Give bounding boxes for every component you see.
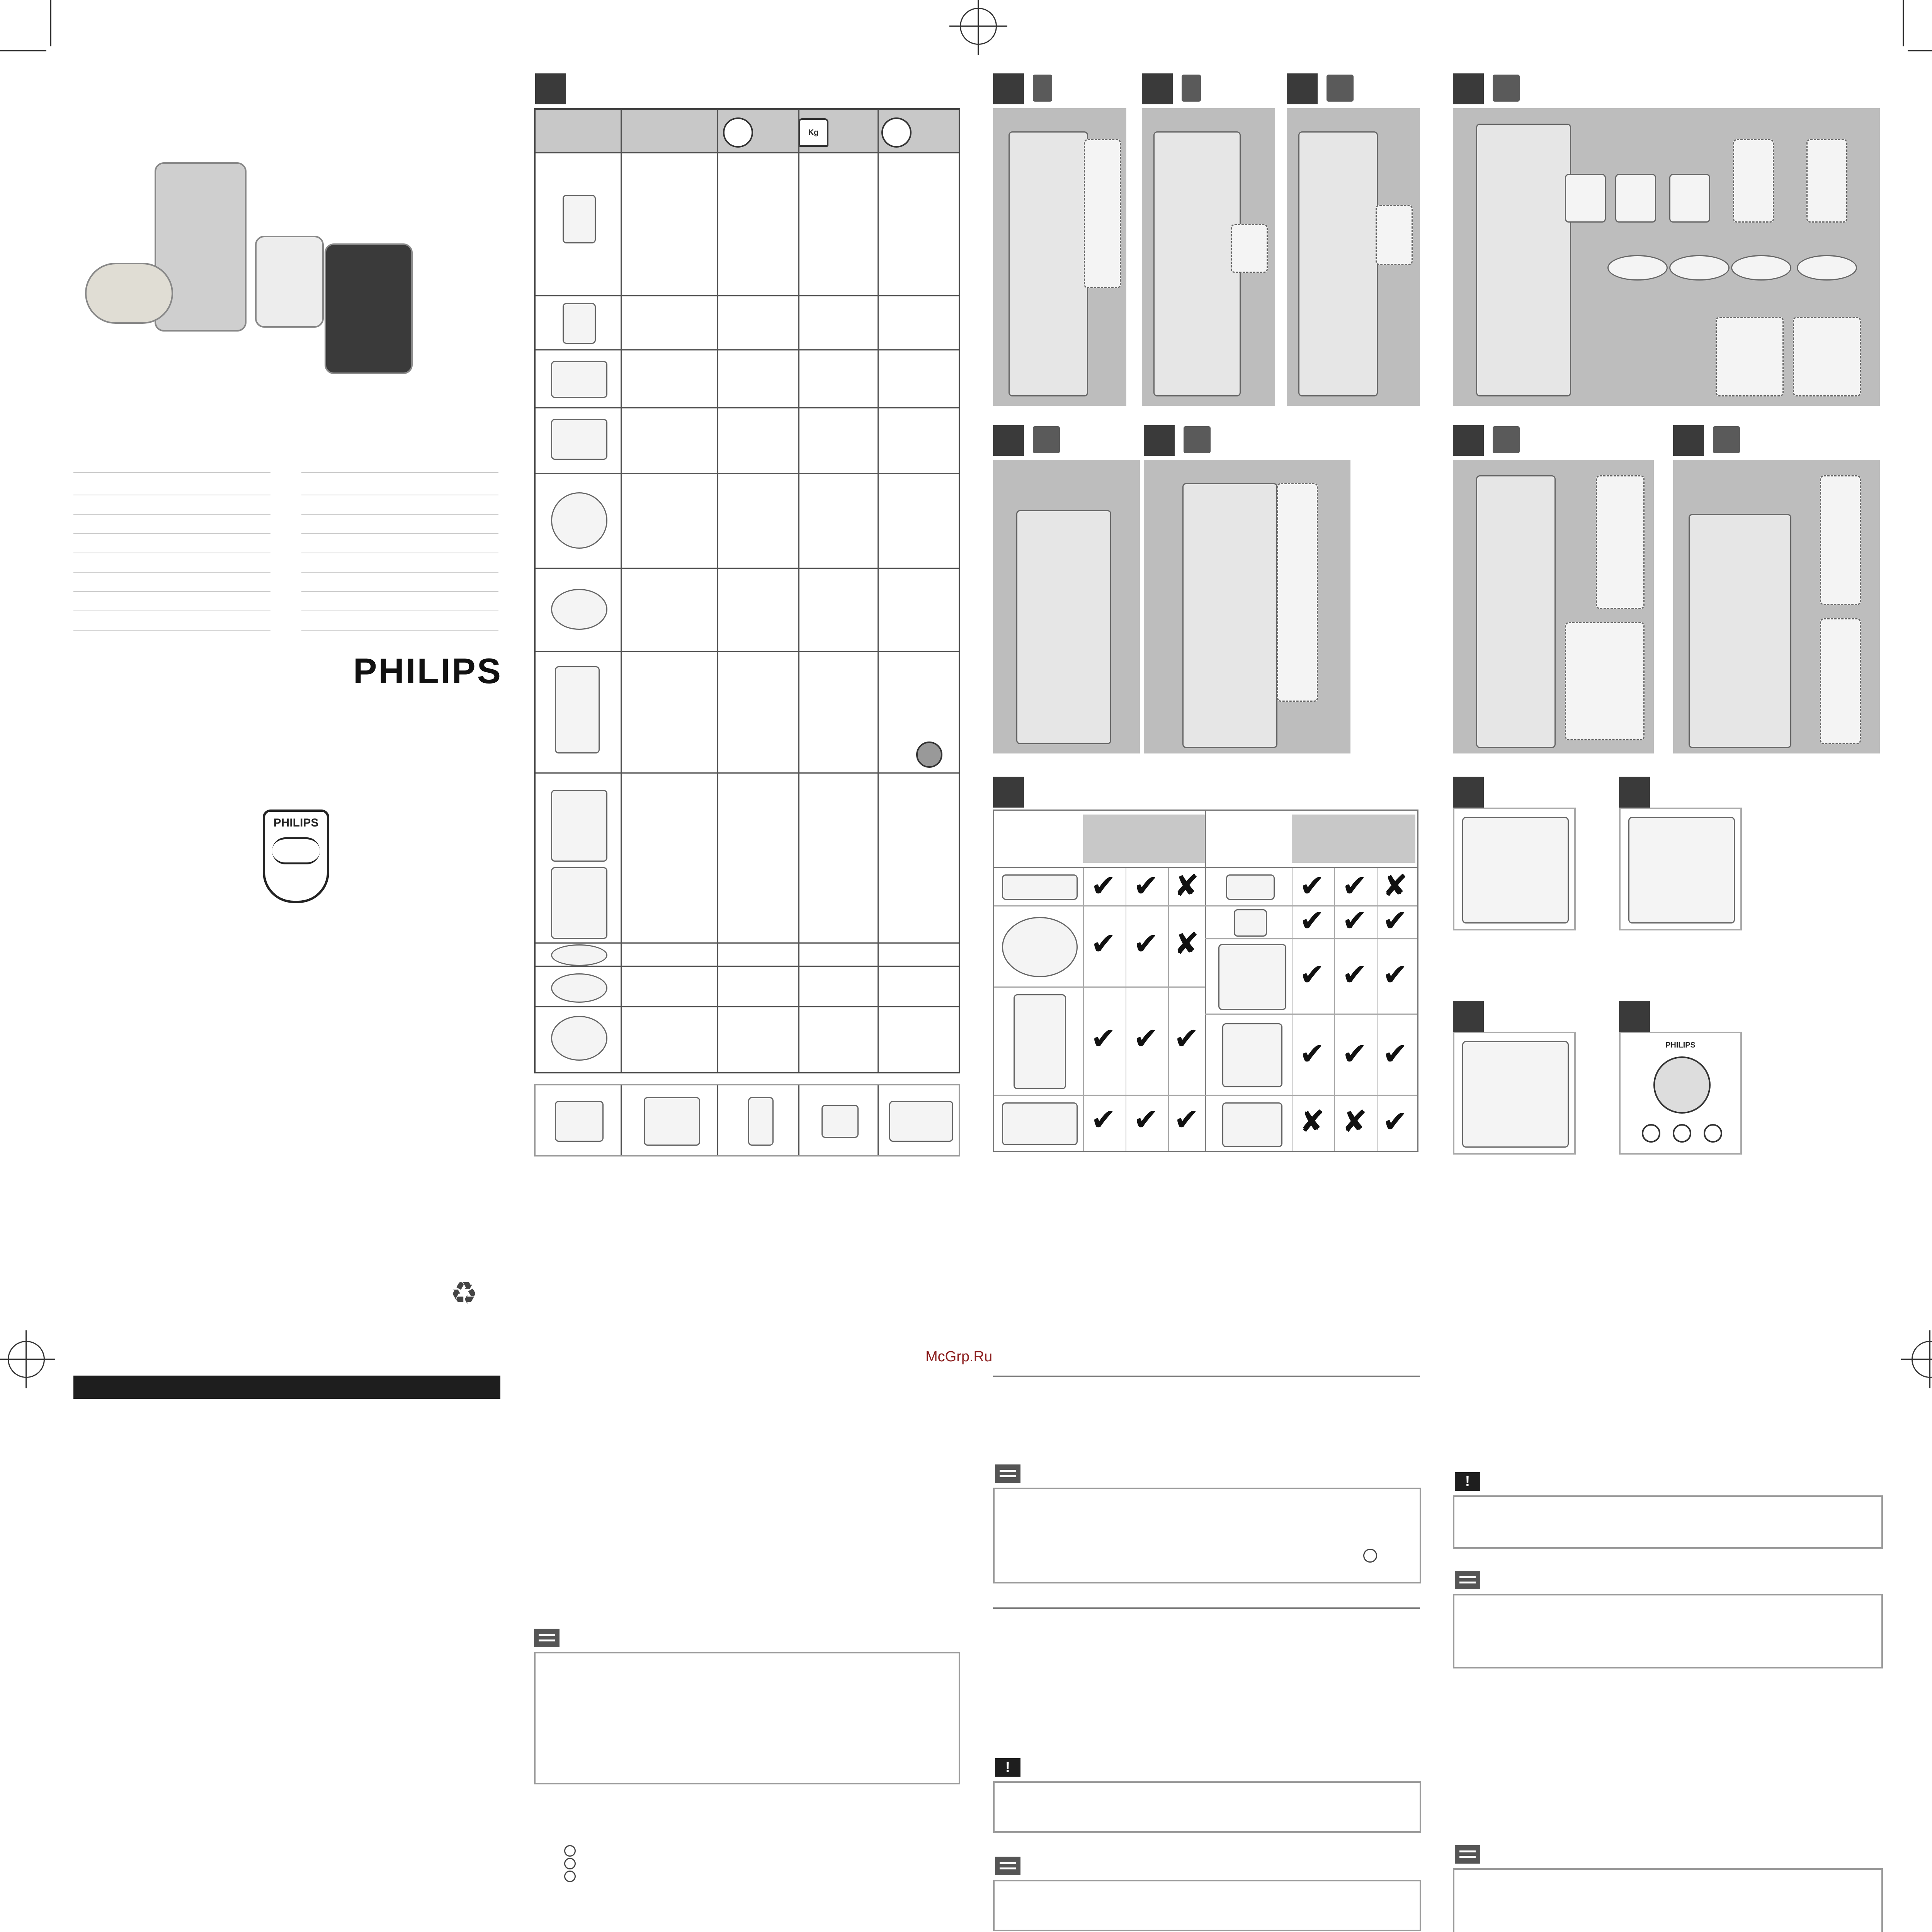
cover-line bbox=[301, 514, 498, 515]
strip-divider bbox=[798, 1085, 799, 1155]
cleaning-row-line bbox=[994, 986, 1205, 988]
table-row-divider bbox=[536, 942, 959, 944]
juicer-assembly-illustration bbox=[1476, 475, 1556, 748]
note-box bbox=[993, 1880, 1421, 1931]
blender-assembly-illustration bbox=[1689, 514, 1791, 748]
registration-target-left bbox=[8, 1341, 45, 1378]
auto-button-icon bbox=[1704, 1124, 1722, 1143]
step-header-k bbox=[1619, 777, 1650, 808]
assembly-panel-kneading bbox=[1287, 108, 1420, 406]
food-items-illustration bbox=[1806, 139, 1847, 223]
cleaning-mark: ✔ bbox=[1091, 1021, 1116, 1056]
bowl-with-food-illustration bbox=[1628, 817, 1735, 923]
speed-symbol-icon bbox=[1363, 1549, 1377, 1563]
strip-divider bbox=[621, 1085, 622, 1155]
cover-line bbox=[73, 572, 270, 573]
crop-mark-top-left bbox=[50, 0, 51, 46]
cover-line bbox=[301, 630, 498, 631]
cleaning-mark: ✔ bbox=[1133, 1021, 1159, 1056]
dishwasher-icon bbox=[1126, 815, 1168, 863]
food-items-illustration bbox=[1669, 174, 1710, 223]
cover-line bbox=[73, 472, 270, 473]
cleaning-mark: ✔ bbox=[1091, 1102, 1116, 1137]
note-box bbox=[1453, 1868, 1883, 1932]
kneading-accessory-icon bbox=[551, 361, 607, 398]
step-header-i bbox=[1673, 425, 1704, 456]
cover-black-bar bbox=[73, 1376, 500, 1399]
bowl-assembly-icon bbox=[644, 1097, 700, 1146]
important-box bbox=[993, 1781, 1421, 1833]
juicer-illustration bbox=[325, 243, 413, 374]
registration-target-right bbox=[1912, 1341, 1932, 1378]
disc-holder-illustration bbox=[1716, 317, 1784, 396]
control-knob-illustration bbox=[1653, 1056, 1711, 1114]
cover-line bbox=[301, 572, 498, 573]
accessories-storage-strip bbox=[534, 1084, 960, 1156]
cleaning-mark: ✔ bbox=[1383, 903, 1408, 938]
section-cleaning-header bbox=[993, 777, 1024, 808]
table-row-divider bbox=[536, 152, 959, 153]
juicer-parts-illustration bbox=[1565, 622, 1645, 740]
fruits-illustration bbox=[1596, 475, 1645, 609]
cleaning-mark: ✔ bbox=[1091, 869, 1116, 903]
storage-box-icon bbox=[889, 1101, 953, 1142]
fruits-list-illustration bbox=[1277, 483, 1318, 702]
cover-line bbox=[73, 514, 270, 515]
shield-brand-text: PHILIPS bbox=[273, 816, 319, 829]
storage-box-illustration bbox=[1462, 1041, 1569, 1148]
important-icon: ! bbox=[995, 1758, 1020, 1777]
note-box bbox=[993, 1488, 1421, 1583]
table-col-divider bbox=[798, 110, 799, 1072]
speed-symbol-icon bbox=[564, 1871, 576, 1882]
french-fry-disc-icon bbox=[551, 973, 607, 1003]
step-f-icon bbox=[1182, 425, 1212, 454]
crop-mark-top-right bbox=[1903, 0, 1904, 46]
table-row-divider bbox=[536, 295, 959, 296]
disc-holder-illustration bbox=[1793, 317, 1861, 396]
assembly-panel-disc bbox=[1144, 460, 1350, 753]
cover-line bbox=[301, 591, 498, 592]
ingredients-illustration bbox=[1820, 618, 1861, 744]
cleaning-row-line bbox=[1205, 1095, 1417, 1096]
cover-line bbox=[73, 630, 270, 631]
accessory-icon bbox=[1014, 994, 1066, 1089]
table-col-divider bbox=[878, 110, 879, 1072]
shredding-disc-icon bbox=[551, 589, 607, 630]
disc-illustration bbox=[1797, 255, 1857, 281]
accessory-icon bbox=[1218, 944, 1286, 1010]
plug-illustration bbox=[1462, 817, 1569, 923]
pulse-button-icon bbox=[1642, 1124, 1660, 1143]
beater-icon bbox=[563, 303, 596, 344]
cleaning-divider bbox=[1205, 811, 1206, 1151]
usage-table bbox=[534, 108, 960, 1073]
accessory-icon bbox=[1002, 874, 1078, 900]
step-header-d bbox=[1287, 73, 1318, 104]
control-dial-panel bbox=[1619, 1032, 1742, 1155]
food-processor-assembly-illustration bbox=[1298, 131, 1378, 396]
cleaning-mark: ✔ bbox=[1133, 869, 1159, 903]
food-processor-assembly-illustration bbox=[1009, 131, 1088, 396]
shield-waves bbox=[272, 837, 320, 864]
speed-symbol-icon bbox=[564, 1845, 576, 1857]
cleaning-mark: ✔ bbox=[1133, 1102, 1159, 1137]
step-d-icon bbox=[1325, 73, 1355, 103]
step-header-e bbox=[993, 425, 1024, 456]
cleaning-row-line bbox=[994, 867, 1417, 868]
registration-target-top bbox=[960, 8, 997, 45]
watermark-text: McGrp.Ru bbox=[925, 1349, 993, 1365]
step-header-l bbox=[1453, 1001, 1484, 1032]
juicer-icon bbox=[551, 790, 607, 862]
cleaning-mark: ✔ bbox=[1133, 927, 1159, 961]
step-header-h bbox=[1453, 425, 1484, 456]
assembly-panel-blender bbox=[1673, 460, 1880, 753]
dishwasher-icon bbox=[1334, 815, 1377, 863]
cover-line bbox=[73, 591, 270, 592]
cleaning-row-line bbox=[1205, 938, 1417, 939]
cleaning-mark: ✔ bbox=[1342, 1037, 1367, 1071]
cleaning-mark: ✔ bbox=[1342, 869, 1367, 903]
blender-jar-icon bbox=[555, 666, 600, 753]
step-g-icon bbox=[1492, 73, 1521, 103]
cleaning-divider bbox=[1083, 867, 1084, 1151]
pulse-speed-icon bbox=[916, 742, 942, 768]
cleaning-divider bbox=[1292, 867, 1293, 1151]
crop-mark-top-left-h bbox=[0, 50, 46, 51]
cleaning-mark: ✔ bbox=[1174, 1021, 1199, 1056]
table-row-divider bbox=[536, 407, 959, 408]
step-e-icon bbox=[1032, 425, 1061, 454]
food-items-illustration bbox=[1615, 174, 1656, 223]
cleaning-divider bbox=[1334, 867, 1335, 1151]
dough-illustration bbox=[1376, 205, 1413, 265]
recycle-icon: ♻ bbox=[450, 1275, 478, 1311]
step-b-icon bbox=[1032, 73, 1053, 103]
table-row-divider bbox=[536, 772, 959, 774]
accessory-icon bbox=[1002, 917, 1078, 977]
table-row-divider bbox=[536, 651, 959, 652]
cleaning-mark: ✔ bbox=[1342, 957, 1367, 992]
step-c-icon bbox=[1180, 73, 1202, 103]
table-row-divider bbox=[536, 1006, 959, 1007]
citrus-press-icon bbox=[551, 419, 607, 460]
timer-icon bbox=[723, 117, 753, 148]
speed-symbol-icon bbox=[564, 1858, 576, 1869]
cleaning-mark: ✘ bbox=[1383, 869, 1408, 903]
table-col-divider bbox=[621, 110, 622, 1072]
blender-jar-illustration bbox=[255, 236, 324, 328]
step-header-j bbox=[1453, 777, 1484, 808]
tap-icon bbox=[1083, 815, 1126, 863]
cleaning-mark: ✘ bbox=[1299, 1104, 1325, 1139]
table-row-divider bbox=[536, 966, 959, 967]
food-items-illustration bbox=[1733, 139, 1774, 223]
strip-divider bbox=[717, 1085, 718, 1155]
cleaning-divider bbox=[1168, 867, 1169, 1151]
assembly-panel-citrus bbox=[993, 460, 1140, 753]
disc-illustration bbox=[1669, 255, 1730, 281]
note-icon bbox=[1455, 1845, 1480, 1864]
food-processor-assembly-illustration bbox=[1153, 131, 1241, 396]
tap-icon bbox=[1292, 815, 1334, 863]
cleaning-mark: ✘ bbox=[1342, 1104, 1367, 1139]
speed-icon bbox=[881, 117, 912, 148]
assembly-panel-discs bbox=[1453, 108, 1880, 406]
bowl-illustration bbox=[85, 263, 173, 324]
accessory-icon bbox=[1002, 1102, 1078, 1145]
note-icon bbox=[1455, 1571, 1480, 1589]
cleaning-row-line bbox=[994, 905, 1205, 906]
important-box bbox=[1453, 1495, 1883, 1549]
note-box bbox=[534, 1652, 960, 1784]
disc-illustration bbox=[1607, 255, 1668, 281]
step-header-c bbox=[1142, 73, 1173, 104]
food-list-illustration bbox=[1084, 139, 1121, 288]
cleaning-mark: ✔ bbox=[1299, 903, 1325, 938]
cleaning-mark: ✔ bbox=[1383, 1037, 1408, 1071]
disc-food-processor-illustration bbox=[1476, 124, 1571, 396]
cover-product-photo bbox=[73, 131, 421, 379]
table-row-divider bbox=[536, 473, 959, 474]
accessory-icon bbox=[1226, 874, 1275, 900]
crop-mark-top-right-h bbox=[1908, 50, 1932, 51]
cleaning-mark: ✘ bbox=[1174, 927, 1199, 961]
step-header-b bbox=[993, 73, 1024, 104]
assembly-panel-beater bbox=[1142, 108, 1275, 406]
accessory-icon bbox=[1222, 1023, 1282, 1087]
bowl-panel bbox=[1619, 808, 1742, 930]
food-items-illustration bbox=[1565, 174, 1606, 223]
citrus-press-assembly-illustration bbox=[1016, 510, 1111, 744]
note-icon bbox=[995, 1464, 1020, 1483]
step-h-icon bbox=[1492, 425, 1521, 454]
table-row-divider bbox=[536, 349, 959, 350]
cleaning-mark: ✔ bbox=[1299, 1037, 1325, 1071]
accessory-icon bbox=[1234, 909, 1267, 937]
cleaning-mark: ✘ bbox=[1174, 869, 1199, 903]
cover-line bbox=[301, 533, 498, 534]
note-icon bbox=[995, 1857, 1020, 1875]
section-a-header bbox=[535, 73, 566, 104]
centrifugal-juicer-icon bbox=[551, 867, 607, 939]
emulsifying-disc-icon bbox=[551, 1016, 607, 1061]
pusher-icon bbox=[748, 1097, 774, 1146]
cleaning-mark: ✔ bbox=[1342, 903, 1367, 938]
step-header-f bbox=[1144, 425, 1175, 456]
accessory-icon bbox=[1222, 1102, 1282, 1147]
cleaning-mark: ✔ bbox=[1299, 957, 1325, 992]
grating-disc-icon bbox=[551, 944, 607, 966]
table-row-divider bbox=[536, 568, 959, 569]
section-rule bbox=[993, 1376, 1420, 1377]
assembly-panel-chopping bbox=[993, 108, 1126, 406]
cleaning-mark: ✔ bbox=[1091, 927, 1116, 961]
step-i-icon bbox=[1712, 425, 1741, 454]
spatula-icon bbox=[821, 1105, 859, 1138]
important-icon: ! bbox=[1455, 1472, 1480, 1491]
step-header-m bbox=[1619, 1001, 1650, 1032]
chopping-blade-icon bbox=[563, 195, 596, 243]
storage-panel bbox=[1453, 1032, 1576, 1155]
cleaning-mark: ✔ bbox=[1299, 869, 1325, 903]
cleaning-divider bbox=[1377, 867, 1378, 1151]
philips-shield-logo bbox=[263, 810, 329, 903]
cloth-icon bbox=[1168, 815, 1205, 863]
note-icon bbox=[534, 1629, 560, 1647]
power-plug-panel bbox=[1453, 808, 1576, 930]
cleaning-row-line bbox=[1205, 1014, 1417, 1015]
cleaning-mark: ✔ bbox=[1383, 1104, 1408, 1139]
step-header-g bbox=[1453, 73, 1484, 104]
weight-icon: Kg bbox=[798, 118, 828, 147]
disc-assembly-illustration bbox=[1182, 483, 1277, 748]
dial-brand-label: PHILIPS bbox=[1665, 1041, 1696, 1049]
cloth-icon bbox=[1377, 815, 1415, 863]
cleaning-mark: ✔ bbox=[1174, 1102, 1199, 1137]
speed-button-icon bbox=[1673, 1124, 1691, 1143]
section-rule bbox=[993, 1607, 1420, 1609]
cleaning-table bbox=[993, 810, 1418, 1152]
strip-divider bbox=[878, 1085, 879, 1155]
cleaning-row-line bbox=[994, 1095, 1205, 1096]
cover-line bbox=[73, 533, 270, 534]
disc-illustration bbox=[1731, 255, 1791, 281]
motor-base-icon bbox=[555, 1101, 604, 1142]
philips-logo: PHILIPS bbox=[353, 651, 502, 691]
assembly-panel-juicer bbox=[1453, 460, 1654, 753]
cleaning-mark: ✔ bbox=[1383, 957, 1408, 992]
cover-line bbox=[301, 472, 498, 473]
note-box bbox=[1453, 1594, 1883, 1668]
slicing-disc-icon bbox=[551, 492, 607, 549]
ingredients-illustration bbox=[1820, 475, 1861, 605]
cream-illustration bbox=[1231, 224, 1268, 273]
table-col-divider bbox=[717, 110, 718, 1072]
